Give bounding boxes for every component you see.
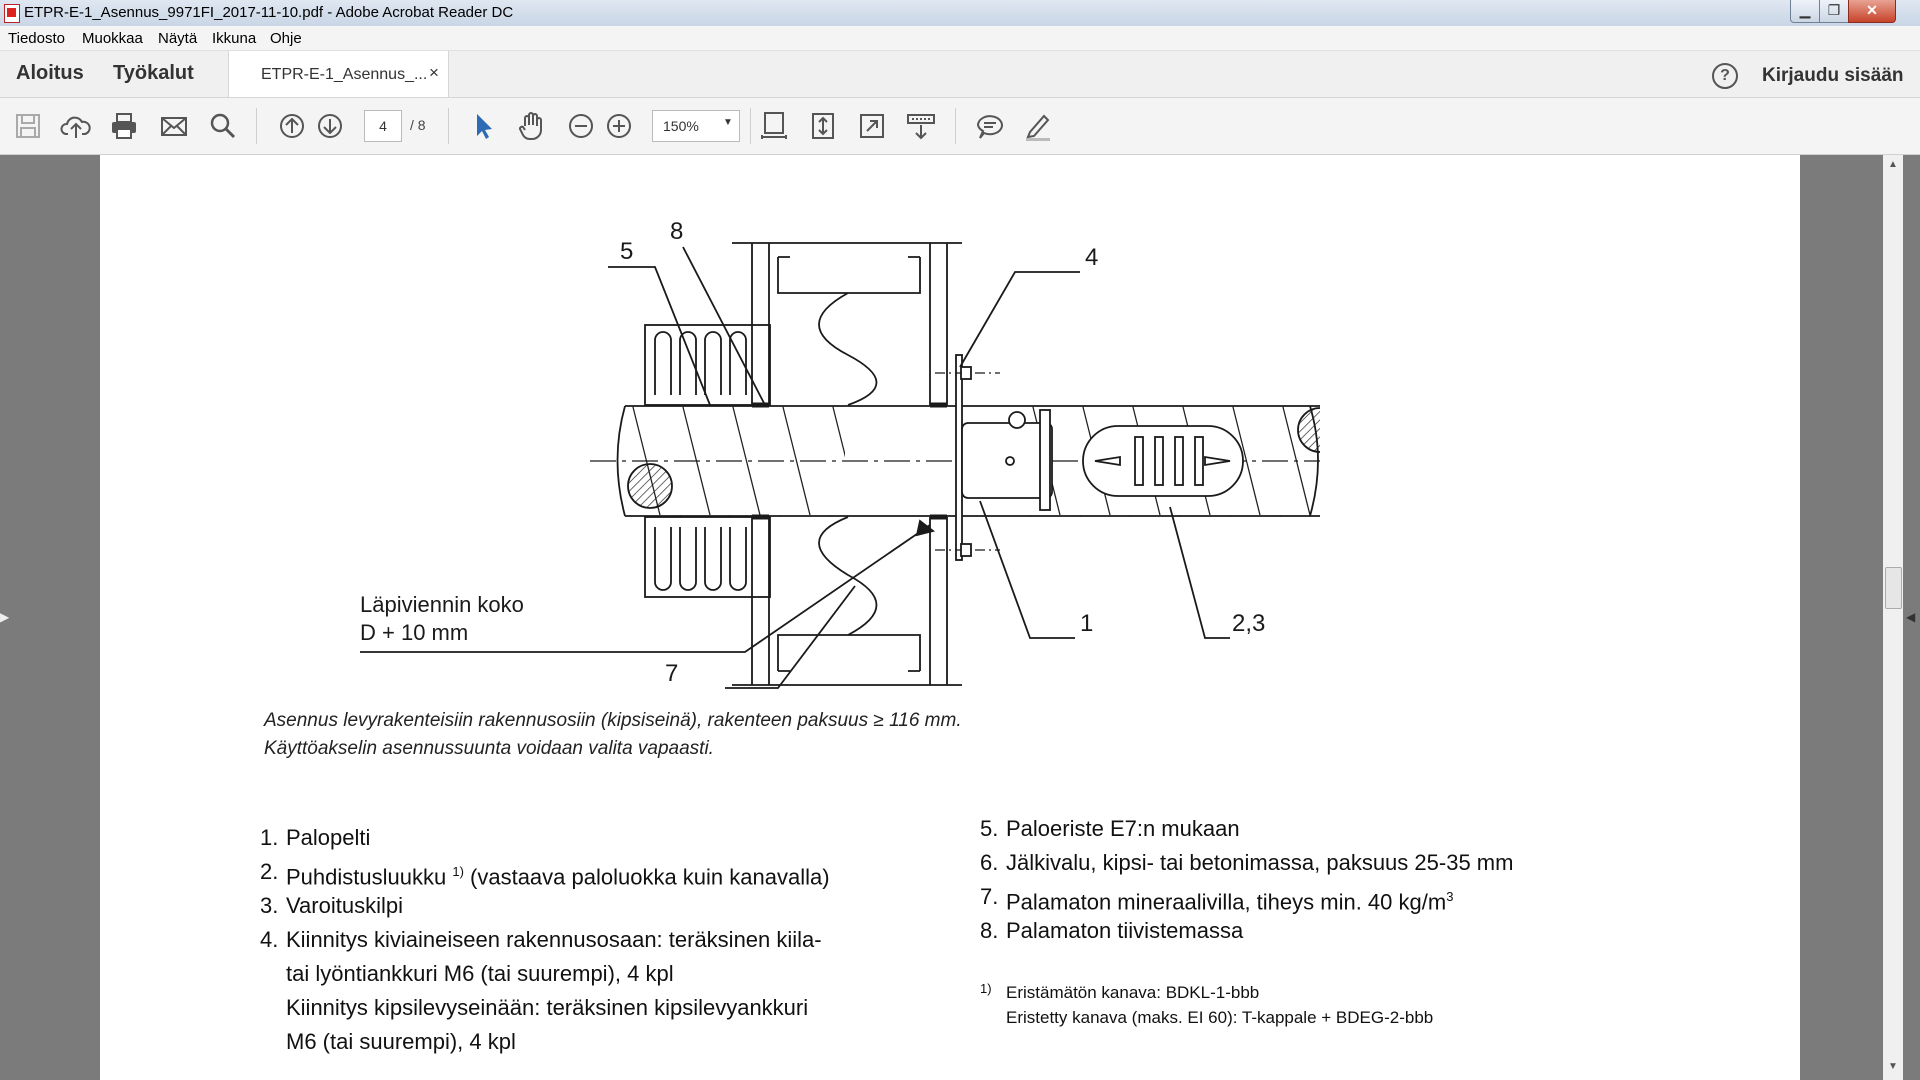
tab-home[interactable]: Aloitus — [16, 62, 84, 84]
list-text-after: (vastaava paloluokka kuin kanavalla) — [463, 864, 830, 890]
toolbar-separator — [750, 108, 751, 144]
list-text: Palamaton tiivistemassa — [1006, 918, 1244, 943]
menu-help[interactable]: Ohje — [270, 30, 302, 47]
list-item — [260, 925, 822, 955]
comment-icon[interactable] — [974, 110, 1006, 142]
zoom-out-icon[interactable] — [565, 110, 597, 142]
select-cursor-icon[interactable] — [468, 110, 500, 142]
footnote-ref: 1) — [452, 864, 464, 879]
list-continuation: M6 (tai suurempi), 4 kpl — [286, 1029, 516, 1054]
list-item — [980, 814, 1240, 844]
full-screen-icon[interactable] — [856, 110, 888, 142]
list-number: 6. — [980, 850, 999, 875]
list-item — [980, 916, 1244, 946]
toolbar — [0, 98, 1920, 155]
superscript: 3 — [1446, 889, 1454, 904]
opening-size-formula: D + 10 mm — [360, 620, 469, 645]
highlight-pen-icon[interactable] — [1022, 110, 1054, 142]
callout-7: 7 — [665, 660, 679, 687]
list-item — [980, 882, 1454, 915]
fit-page-icon[interactable] — [807, 110, 839, 142]
zoom-level-select[interactable] — [652, 110, 740, 142]
toolbar-separator — [448, 108, 449, 144]
callout-1: 1 — [1080, 610, 1094, 637]
next-page-icon[interactable] — [314, 110, 346, 142]
save-icon[interactable] — [12, 110, 44, 142]
help-icon[interactable]: ? — [1712, 63, 1738, 89]
list-number: 2. — [260, 859, 279, 884]
upload-cloud-icon[interactable] — [60, 110, 92, 142]
menu-window[interactable]: Ikkuna — [212, 30, 257, 47]
sign-in-link[interactable]: Kirjaudu sisään — [1762, 65, 1904, 86]
list-item — [260, 823, 371, 853]
page-number-input[interactable]: 4 — [364, 110, 402, 142]
caption-line-2: Käyttöakselin asennussuunta voidaan valita vapaasti. — [264, 738, 714, 759]
list-text: Varoituskilpi — [286, 893, 403, 918]
chevron-down-icon: ▼ — [723, 117, 733, 128]
menu-file[interactable]: Tiedosto — [8, 30, 65, 47]
menu-bar — [0, 26, 1920, 51]
document-viewer — [0, 155, 1920, 1080]
callout-5: 5 — [620, 238, 634, 265]
footnote-mark: 1) — [980, 981, 992, 996]
list-item — [260, 891, 403, 921]
list-continuation: Kiinnitys kipsilevyseinään: teräksinen kipsilevyankkuri — [286, 995, 809, 1020]
document-tab-label: ETPR-E-1_Asennus_... — [261, 66, 428, 83]
list-text: Jälkivalu, kipsi- tai betonimassa, paksuus 25-35 mm — [1006, 850, 1514, 875]
opening-size-label: Läpiviennin koko — [360, 592, 524, 617]
search-icon[interactable] — [207, 110, 239, 142]
title-bar — [0, 0, 1920, 27]
list-item — [260, 857, 830, 890]
tab-bar — [0, 51, 1920, 98]
menu-edit[interactable]: Muokkaa — [82, 30, 143, 47]
close-tab-icon[interactable]: × — [429, 63, 439, 82]
callout-8: 8 — [670, 218, 684, 245]
installation-drawing — [320, 155, 1320, 695]
callout-4: 4 — [1085, 244, 1099, 271]
page-total: / 8 — [410, 117, 426, 133]
scroll-mode-icon[interactable] — [905, 110, 937, 142]
caption-line-1: Asennus levyrakenteisiin rakennusosiin (kipsiseinä), rakenteen paksuus ≥ 116 mm. — [264, 710, 962, 731]
close-window-button[interactable]: ✕ — [1848, 0, 1896, 23]
list-number: 5. — [980, 816, 999, 841]
acrobat-pdf-icon — [4, 4, 20, 23]
scroll-up-icon[interactable]: ▲ — [1888, 159, 1898, 170]
figure-caption — [264, 707, 962, 763]
list-text: Puhdistusluukku — [286, 864, 447, 890]
list-text: Palopelti — [286, 825, 371, 850]
tab-document[interactable] — [228, 51, 449, 97]
list-continuation: tai lyöntiankkuri M6 (tai suurempi), 4 kpl — [286, 961, 674, 986]
scroll-down-icon[interactable]: ▼ — [1888, 1061, 1898, 1072]
list-number: 4. — [260, 927, 279, 952]
scrollbar-thumb[interactable] — [1885, 567, 1902, 609]
list-number: 3. — [260, 893, 279, 918]
list-text: Kiinnitys kiviaineiseen rakennusosaan: teräksinen kiila- — [286, 927, 822, 952]
fit-width-icon[interactable] — [758, 110, 790, 142]
pdf-page — [100, 155, 1800, 1080]
previous-page-icon[interactable] — [276, 110, 308, 142]
toolbar-separator — [955, 108, 956, 144]
print-icon[interactable] — [108, 110, 140, 142]
list-item — [980, 848, 1514, 878]
right-panel-toggle-icon[interactable]: ◀ — [1906, 610, 1916, 624]
list-text: Palamaton mineraalivilla, tiheys min. 40 kg/m — [1006, 889, 1447, 915]
vertical-scrollbar[interactable] — [1883, 155, 1903, 1080]
menu-view[interactable]: Näytä — [158, 30, 198, 47]
minimize-button[interactable]: ▁ — [1790, 0, 1820, 23]
tab-tools[interactable]: Työkalut — [113, 62, 194, 84]
window-title: ETPR-E-1_Asennus_9971FI_2017-11-10.pdf - Adobe Acrobat Reader DC — [24, 4, 514, 21]
email-icon[interactable] — [158, 110, 190, 142]
footnote-line-1: Eristämätön kanava: BDKL-1-bbb — [1006, 983, 1260, 1002]
hand-tool-icon[interactable] — [516, 110, 548, 142]
toolbar-separator — [256, 108, 257, 144]
callout-2-3: 2,3 — [1232, 610, 1266, 637]
list-number: 1. — [260, 825, 279, 850]
list-number: 8. — [980, 918, 999, 943]
list-text: Paloeriste E7:n mukaan — [1006, 816, 1240, 841]
zoom-level-value: 150% — [663, 118, 699, 134]
maximize-button[interactable]: ❐ — [1819, 0, 1849, 23]
list-number: 7. — [980, 884, 999, 909]
zoom-in-icon[interactable] — [603, 110, 635, 142]
left-panel-toggle-icon[interactable]: ▶ — [0, 610, 10, 624]
footnote-line-2: Eristetty kanava (maks. EI 60): T-kappale + BDEG-2-bbb — [1006, 1008, 1434, 1027]
